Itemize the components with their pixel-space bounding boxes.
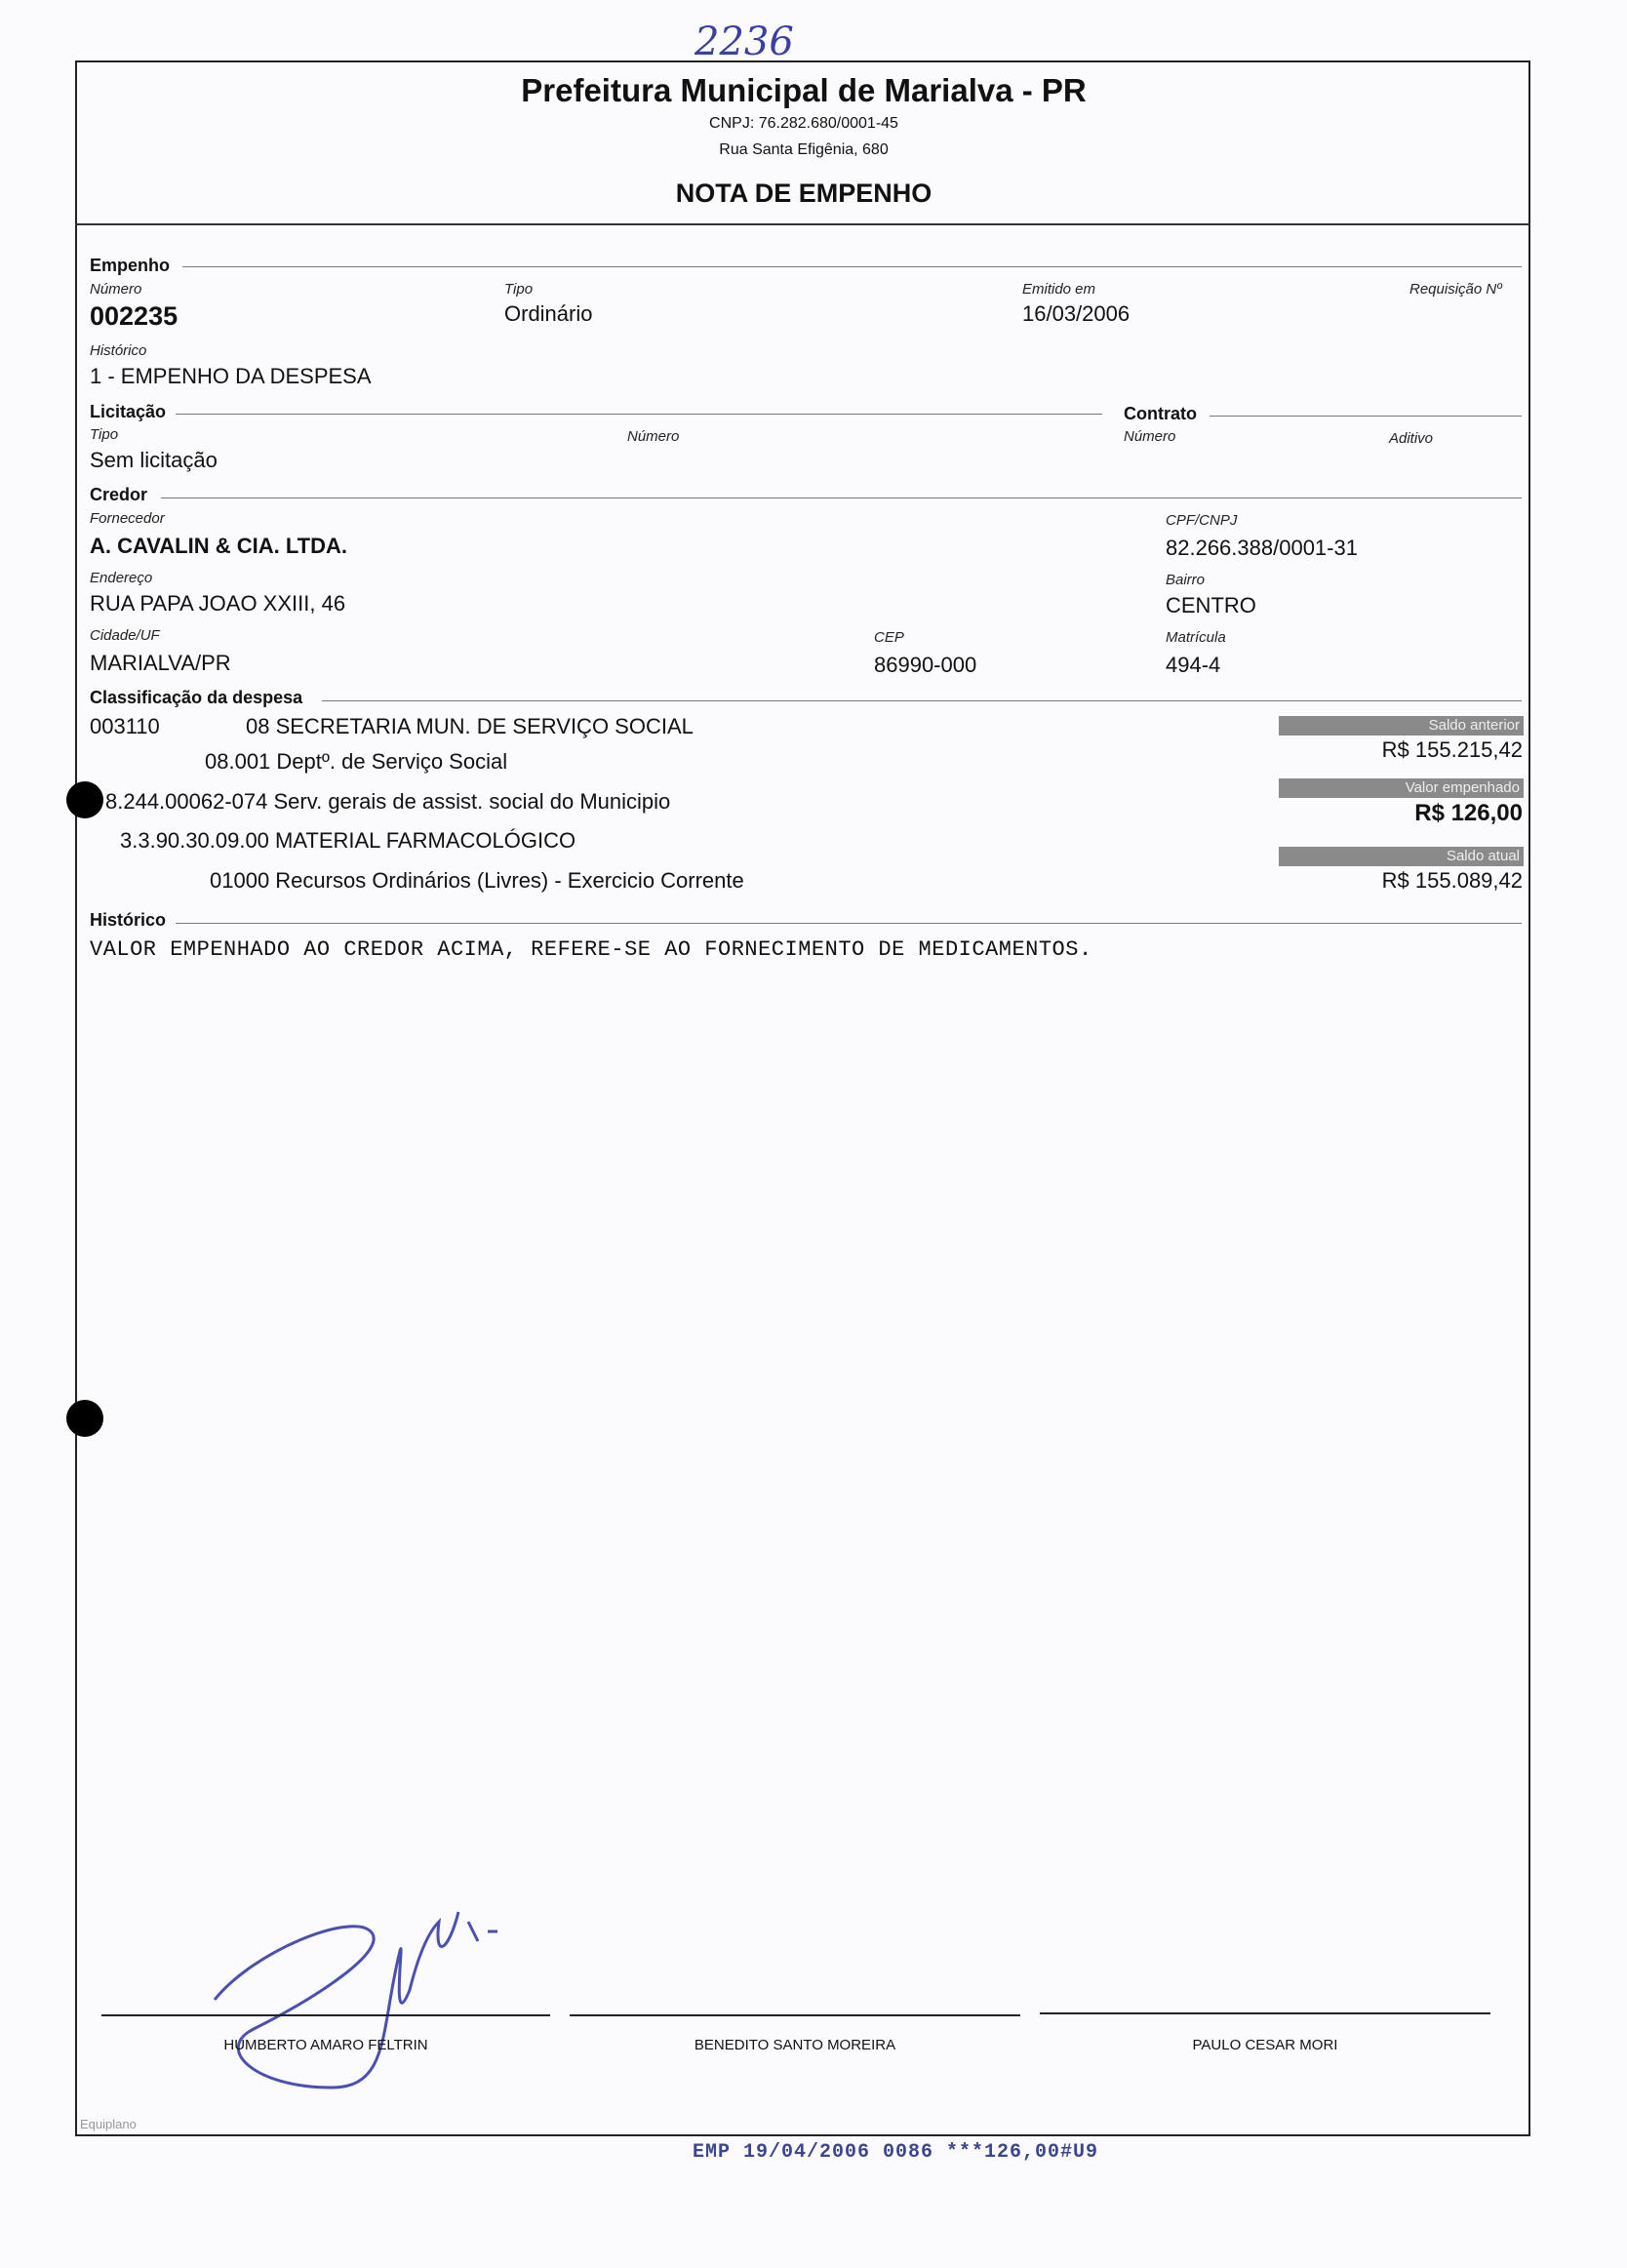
historico-value: 1 - EMPENHO DA DESPESA [90, 364, 372, 388]
tipo-label: Tipo [504, 281, 534, 298]
punch-hole [66, 1400, 103, 1437]
section-credor: Credor [90, 485, 148, 504]
section-rule [161, 497, 1522, 498]
licitacao-numero-label: Número [627, 428, 680, 445]
section-rule [182, 266, 1522, 267]
matricula-label: Matrícula [1166, 629, 1226, 646]
fornecedor-value: A. CAVALIN & CIA. LTDA. [90, 534, 347, 558]
saldo-anterior-label: Saldo anterior [1279, 716, 1524, 736]
historico-text: VALOR EMPENHADO AO CREDOR ACIMA, REFERE-SE AO FORNECIMENTO DE MEDICAMENTOS. [90, 937, 1092, 962]
classificacao-elemento: 3.3.90.30.09.00 MATERIAL FARMACOLÓGICO [120, 828, 576, 853]
cidade-value: MARIALVA/PR [90, 651, 231, 675]
saldo-atual-label: Saldo atual [1279, 847, 1524, 866]
header-cnpj: CNPJ: 76.282.680/0001-45 [709, 115, 898, 132]
signature-name-2: BENEDITO SANTO MOREIRA [694, 2037, 896, 2053]
section-classificacao: Classificação da despesa [90, 688, 303, 707]
section-contrato: Contrato [1124, 404, 1197, 423]
contrato-aditivo-label: Aditivo [1389, 430, 1434, 447]
section-licitacao: Licitação [90, 402, 167, 421]
document-title: NOTA DE EMPENHO [675, 179, 933, 208]
cep-label: CEP [874, 629, 904, 646]
classificacao-funcional: 8.244.00062-074 Serv. gerais de assist. social do Municipio [105, 789, 671, 814]
handwritten-number: 2236 [694, 20, 794, 64]
signature-line [101, 2014, 550, 2016]
section-rule [1210, 416, 1522, 417]
cpf-label: CPF/CNPJ [1166, 512, 1238, 529]
emitido-label: Emitido em [1022, 281, 1096, 298]
tipo-value: Ordinário [504, 301, 593, 326]
page-title: Prefeitura Municipal de Marialva - PR [521, 72, 1087, 108]
section-rule [176, 923, 1522, 924]
saldo-atual-value: R$ 155.089,42 [1381, 868, 1523, 893]
signature-name-3: PAULO CESAR MORI [1192, 2037, 1338, 2053]
signature-name-1: HUMBERTO AMARO FELTRIN [223, 2037, 428, 2053]
endereco-label: Endereço [90, 570, 153, 586]
cpf-value: 82.266.388/0001-31 [1166, 536, 1358, 560]
cidade-label: Cidade/UF [90, 627, 160, 644]
requisicao-label: Requisição Nº [1409, 281, 1502, 298]
software-name: Equiplano [80, 2117, 137, 2131]
empenho-number: 002235 [90, 301, 179, 331]
bairro-value: CENTRO [1166, 593, 1256, 617]
bairro-label: Bairro [1166, 572, 1206, 588]
emitido-value: 16/03/2006 [1022, 301, 1131, 326]
classificacao-recurso: 01000 Recursos Ordinários (Livres) - Exercicio Corrente [210, 868, 744, 893]
signature-line [570, 2014, 1020, 2016]
fornecedor-label: Fornecedor [90, 510, 165, 527]
cep-value: 86990-000 [874, 653, 977, 677]
contrato-numero-label: Número [1124, 428, 1176, 445]
section-rule [176, 414, 1102, 415]
signature-line [1040, 2012, 1490, 2014]
section-empenho: Empenho [90, 256, 171, 275]
header-address: Rua Santa Efigênia, 680 [719, 141, 889, 158]
valor-empenhado-value: R$ 126,00 [1414, 800, 1523, 826]
classificacao-codigo: 003110 [90, 714, 160, 738]
classificacao-orgao: 08 SECRETARIA MUN. DE SERVIÇO SOCIAL [246, 714, 694, 738]
saldo-anterior-value: R$ 155.215,42 [1381, 737, 1523, 762]
licitacao-tipo-value: Sem licitação [90, 448, 218, 472]
section-rule [322, 700, 1522, 701]
endereco-value: RUA PAPA JOAO XXIII, 46 [90, 591, 346, 616]
classificacao-unidade: 08.001 Deptº. de Serviço Social [205, 749, 508, 774]
bank-stamp: EMP 19/04/2006 0086 ***126,00#U9 [693, 2141, 1099, 2164]
numero-label: Número [90, 281, 142, 298]
historico-label: Histórico [90, 342, 147, 359]
section-historico: Histórico [90, 910, 167, 930]
header-divider [75, 223, 1530, 225]
licitacao-tipo-label: Tipo [90, 426, 119, 443]
valor-empenhado-label: Valor empenhado [1279, 778, 1524, 798]
punch-hole [66, 781, 103, 818]
matricula-value: 494-4 [1166, 653, 1221, 677]
signature-scribble [195, 1892, 546, 2117]
